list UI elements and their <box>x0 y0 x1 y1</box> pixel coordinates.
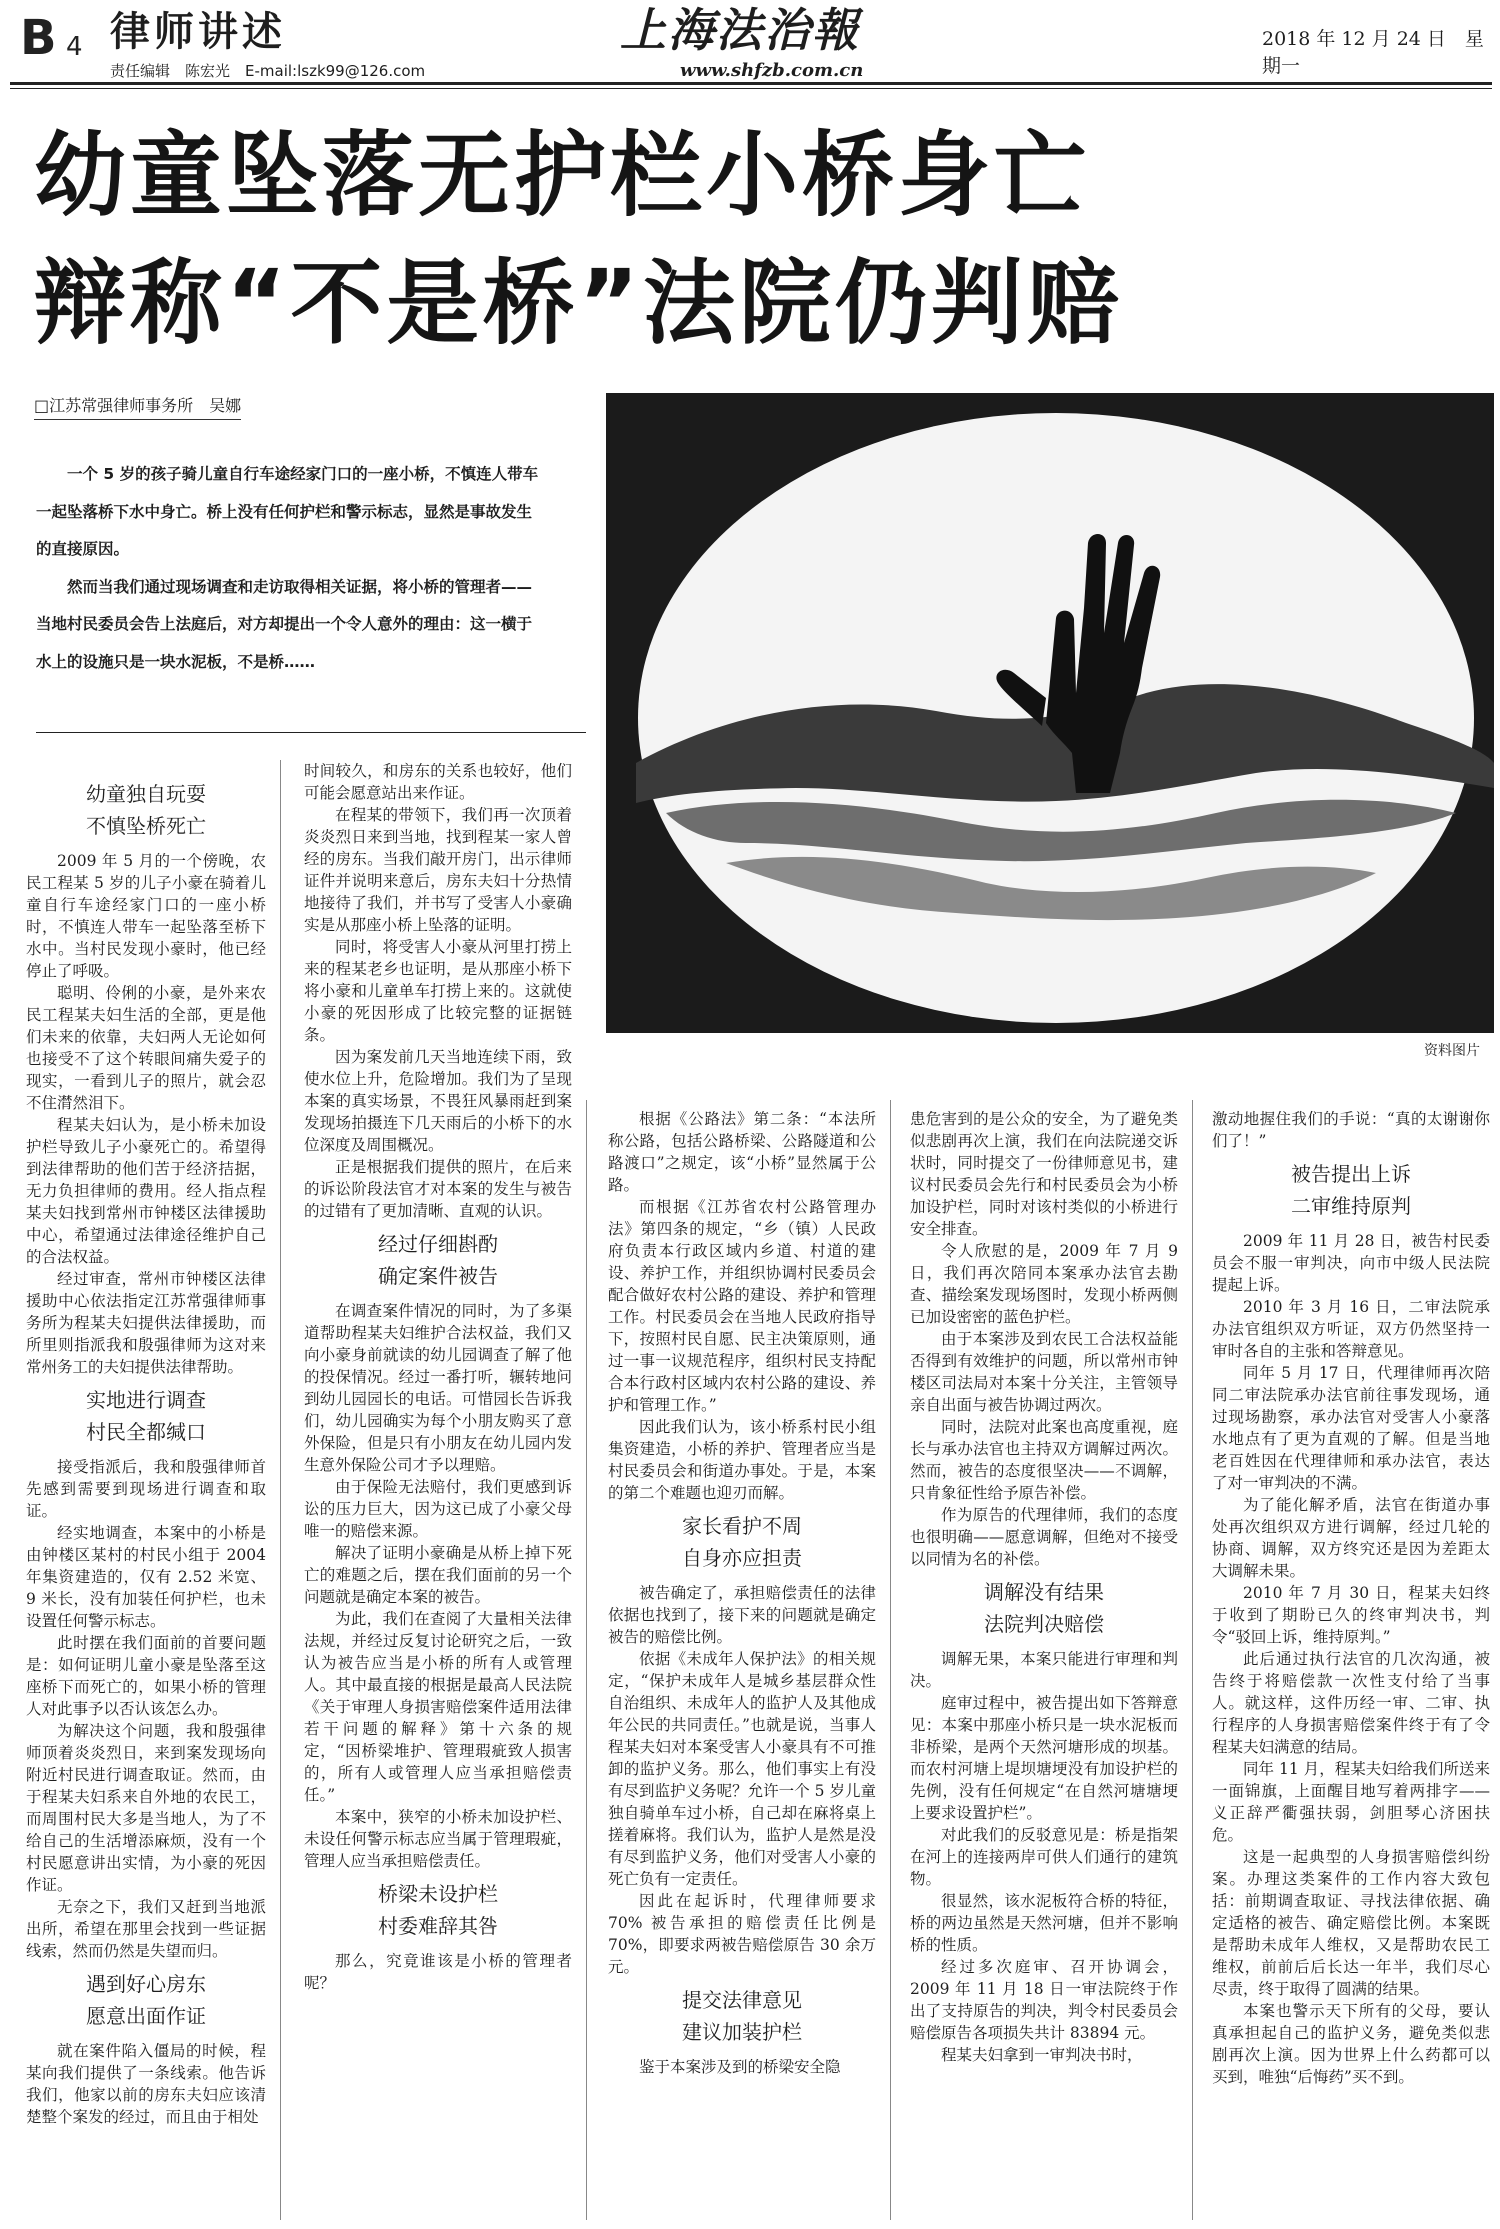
paragraph: 经过多次庭审、召开协调会，2009 年 11 月 18 日一审法院终于作出了支持原告的判决，判令村民委员会赔偿原告各项损失共计 83894 元。 <box>910 1958 1178 2042</box>
paragraph: 本案也警示天下所有的父母，要认真承担起自己的监护义务，避免类似悲剧再次上演。因为世界上什么药都可以买到，唯独“后悔药”买不到。 <box>1212 2002 1490 2086</box>
paragraph: 2010 年 7 月 30 日，程某夫妇终于收到了期盼已久的终审判决书，判令“驳回上诉，维持原判。” <box>1212 1584 1490 1646</box>
paragraph: 对此我们的反驳意见是：桥是指架在河上的连接两岸可供人们通行的建筑物。 <box>910 1826 1178 1888</box>
section-badge <box>10 10 86 66</box>
article-column-3 <box>608 1108 876 2078</box>
newspaper-website: www.shfzb.com.cn <box>680 60 864 81</box>
paragraph: 在调查案件情况的同时，为了多渠道帮助程某夫妇维护合法权益，我们又向小豪身前就读的幼儿园调查了解了他的投保情况。经过一番打听，辗转地问到幼儿园园长的电话。可惜园长告诉我们，幼儿园确实为每个小朋友购买了意外保险，但是只有小朋友在幼儿园内发生意外保险公司才予以理赔。 <box>304 1302 572 1474</box>
headline-line-1: 幼童坠落无护栏小桥身亡 <box>34 122 1091 229</box>
column-divider <box>586 1100 587 2220</box>
paragraph: 由于本案涉及到农民工合法权益能否得到有效维护的问题，所以常州市钟楼区司法局对本案十分关注，主管领导亲自出面与被告协调过两次。 <box>910 1330 1178 1414</box>
lead-paragraphs <box>36 456 546 681</box>
subheading: 实地进行调查 村民全都缄口 <box>86 1388 206 1444</box>
illustration-svg <box>606 393 1494 1033</box>
paragraph: 同时，将受害人小豪从河里打捞上来的程某老乡也证明，是从那座小桥下将小豪和儿童单车打捞上来的。这就使小豪的死因形成了比较完整的证据链条。 <box>304 938 572 1044</box>
column-divider <box>280 760 281 2220</box>
column-name: 律师讲述 <box>110 9 286 55</box>
subheading: 家长看护不周 自身亦应担责 <box>682 1514 802 1570</box>
article-column-5 <box>1212 1108 1490 2088</box>
header-rule-thick <box>10 82 1492 85</box>
paragraph: 由于保险无法赔付，我们更感到诉讼的压力巨大，因为这已成了小豪父母唯一的赔偿来源。 <box>304 1478 572 1540</box>
byline: □江苏常强律师事务所 吴娜 <box>34 393 241 420</box>
paragraph: 在程某的带领下，我们再一次顶着炎炎烈日来到当地，找到程某一家人曾经的房东。当我们敲开房门，出示律师证件并说明来意后，房东夫妇十分热情地接待了我们，并书写了受害人小豪确实是从那座小桥上坠落的证明。 <box>304 806 572 934</box>
paragraph: 聪明、伶俐的小豪，是外来农民工程某夫妇生活的全部，更是他们未来的依靠，夫妇两人无论如何也接受不了这个转眼间痛失爱子的现实，一看到儿子的照片，就会忍不住潸然泪下。 <box>26 984 266 1112</box>
paragraph: 鉴于本案涉及到的桥梁安全隐 <box>639 2058 841 2076</box>
paragraph: 因此在起诉时，代理律师要求 70% 被告承担的赔偿责任比例是 70%，即要求两被告赔偿原告 30 余万元。 <box>608 1892 876 1976</box>
lead-divider <box>36 732 586 733</box>
subheading: 遇到好心房东 愿意出面作证 <box>86 1972 206 2028</box>
subheading: 提交法律意见 建议加装护栏 <box>682 1988 802 2044</box>
section-letter: B <box>20 10 57 66</box>
paragraph: 被告确定了，承担赔偿责任的法律依据也找到了，接下来的问题就是确定被告的赔偿比例。 <box>608 1584 876 1646</box>
lead-paragraph: 然而当我们通过现场调查和走访取得相关证据，将小桥的管理者——当地村民委员会告上法庭后，对方却提出一个令人意外的理由：这一横于水上的设施只是一块水泥板，不是桥…… <box>36 577 533 671</box>
editor-line: 责任编辑 陈宏光 E-mail:lszk99@126.com <box>110 62 426 80</box>
column-divider <box>1192 1100 1193 2220</box>
drowning-hand-illustration <box>606 393 1494 1033</box>
paragraph: 本案中，狭窄的小桥未加设护栏、未设任何警示标志应当属于管理瑕疵，管理人应当承担赔偿责任。 <box>304 1808 572 1870</box>
paragraph: 2010 年 3 月 16 日，二审法院承办法官组织双方听证，双方仍然坚持一审时各自的主张和答辩意见。 <box>1212 1298 1490 1360</box>
paragraph: 经过审查，常州市钟楼区法律援助中心依法指定江苏常强律师事务所为程某夫妇提供法律援助，而所里则指派我和殷强律师为这对来常州务工的夫妇提供法律帮助。 <box>26 1270 266 1376</box>
header-rule-thin <box>10 88 1492 89</box>
paragraph: 庭审过程中，被告提出如下答辩意见：本案中那座小桥只是一块水泥板而非桥梁，是两个天然河塘形成的坝基。而农村河塘上堤坝塘埂没有加设护栏的先例，没有任何规定“在自然河塘塘埂上要求设置护栏”。 <box>910 1694 1178 1822</box>
paragraph: 为解决这个问题，我和殷强律师顶着炎炎烈日，来到案发现场向附近村民进行调查取证。然而，由于程某夫妇系来自外地的农民工，而周围村民大多是当地人，为了不给自己的生活增添麻烦，没有一个村民愿意讲出实情，为小豪的死因作证。 <box>26 1722 266 1894</box>
paragraph: 经实地调查，本案中的小桥是由钟楼区某村的村民小组于 2004 年集资建造的，仅有 2.52 米宽、9 米长，没有加装任何护栏，也未设置任何警示标志。 <box>26 1524 266 1630</box>
paragraph: 作为原告的代理律师，我们的态度也很明确——愿意调解，但绝对不接受以同情为名的补偿。 <box>910 1506 1178 1568</box>
paragraph: 无奈之下，我们又赶到当地派出所，希望在那里会找到一些证据线索，然而仍然是失望而归。 <box>26 1898 266 1960</box>
paragraph: 根据《公路法》第二条：“本法所称公路，包括公路桥梁、公路隧道和公路渡口”之规定，该“小桥”显然属于公路。 <box>608 1110 876 1194</box>
paragraph: 令人欣慰的是，2009 年 7 月 9 日，我们再次陪同本案承办法官去勘查、描绘案发现场图时，发现小桥两侧已加设密密的蓝色护栏。 <box>910 1242 1178 1326</box>
paragraph: 此后通过执行法官的几次沟通，被告终于将赔偿款一次性支付给了当事人。就这样，这件历经一审、二审、执行程序的人身损害赔偿案件终于有了令程某夫妇满意的结局。 <box>1212 1650 1490 1756</box>
paragraph: 同年 5 月 17 日，代理律师再次陪同二审法院承办法官前往事发现场，通过现场勘察，承办法官对受害人小豪落水地点有了更为直观的了解。但是当地老百姓因在代理律师和承办法官，表达了对一审判决的不满。 <box>1212 1364 1490 1492</box>
article-column-4 <box>910 1108 1178 2066</box>
paragraph: 这是一起典型的人身损害赔偿纠纷案。办理这类案件的工作内容大致包括：前期调查取证、寻找法律依据、确定适格的被告、确定赔偿比例。本案既是帮助未成年人维权，又是帮助农民工维权，前前后后长达一年半，我们尽心尽责，终于取得了圆满的结果。 <box>1212 1848 1490 1998</box>
subheading: 桥梁未设护栏 村委难辞其咎 <box>378 1882 498 1938</box>
paragraph: 同年 11 月，程某夫妇给我们所送来一面锦旗，上面醒目地写着两排字——义正辞严衢强扶弱，剑胆琴心济困扶危。 <box>1212 1760 1490 1844</box>
paragraph: 因此我们认为，该小桥系村民小组集资建造，小桥的养护、管理者应当是村民委员会和街道办事处。于是，本案的第二个难题也迎刃而解。 <box>608 1418 876 1502</box>
paragraph: 2009 年 11 月 28 日，被告村民委员会不服一审判决，向市中级人民法院提起上诉。 <box>1212 1232 1490 1294</box>
paragraph: 患危害到的是公众的安全，为了避免类似悲剧再次上演，我们在向法院递交诉状时，同时提交了一份律师意见书，建议村民委员会先行和村民委员会为小桥加设护栏，同时对该村类似的小桥进行安全排查。 <box>910 1110 1178 1238</box>
paragraph: 那么，究竟谁该是小桥的管理者呢？ <box>304 1952 572 1992</box>
paragraph: 接受指派后，我和殷强律师首先感到需要到现场进行调查和取证。 <box>26 1458 266 1520</box>
paragraph: 程某夫妇拿到一审判决书时， <box>941 2046 1143 2064</box>
paragraph: 此时摆在我们面前的首要问题是：如何证明儿童小豪是坠落至这座桥下而死亡的，如果小桥的管理人对此事予以否认该怎么办。 <box>26 1634 266 1718</box>
image-credit: 资料图片 <box>1424 1043 1480 1059</box>
subheading: 被告提出上诉 二审维持原判 <box>1291 1162 1411 1218</box>
subheading: 幼童独自玩耍 不慎坠桥死亡 <box>86 782 206 838</box>
paragraph: 程某夫妇认为，是小桥未加设护栏导致儿子小豪死亡的。希望得到法律帮助的他们苦于经济拮据，无力负担律师的费用。经人指点程某夫妇找到常州市钟楼区法律援助中心，希望通过法律途径维护自己的合法权益。 <box>26 1116 266 1266</box>
paragraph: 因为案发前几天当地连续下雨，致使水位上升，危险增加。我们为了呈现本案的真实场景，不畏狂风暴雨赶到案发现场拍摄连下几天雨后的小桥下的水位深度及周围概况。 <box>304 1048 572 1154</box>
paragraph: 同时，法院对此案也高度重视，庭长与承办法官也主持双方调解过两次。然而，被告的态度很坚决——不调解，只肯象征性给予原告补偿。 <box>910 1418 1178 1502</box>
column-divider <box>890 1100 891 2220</box>
paragraph: 2009 年 5 月的一个傍晚，农民工程某 5 岁的儿子小豪在骑着儿童自行车途经家门口的一座小桥时，不慎连人带车一起坠落至桥下水中。当村民发现小豪时，他已经停止了呼吸。 <box>26 852 266 980</box>
article-column-2 <box>304 760 572 1994</box>
article-column-1 <box>26 772 266 2128</box>
subheading: 经过仔细斟酌 确定案件被告 <box>378 1232 498 1288</box>
paragraph: 就在案件陷入僵局的时候，程某向我们提供了一条线索。他告诉我们，他家以前的房东夫妇应该清楚整个案发的经过，而且由于相处 <box>26 2042 266 2126</box>
paragraph: 依据《未成年人保护法》的相关规定，“保护未成年人是城乡基层群众性自治组织、未成年人的监护人及其他成年公民的共同责任。”也就是说，当事人程某夫妇对本案受害人小豪具有不可推卸的监护义务。那么，他们事实上有没有尽到监护义务呢？允许一个 5 岁儿童独自骑单车过小桥，自己却在麻将桌上搓着麻将。我们认为，监护人是然是没有尽到监护义务，他们对受害人小豪的死亡负有一定责任。 <box>608 1650 876 1888</box>
paragraph: 为了能化解矛盾，法官在街道办事处再次组织双方进行调解，经过几轮的协商、调解，双方终究还是因为差距太大调解未果。 <box>1212 1496 1490 1580</box>
headline-line-2: 辩称“不是桥”法院仍判赔 <box>34 250 1123 357</box>
lead-paragraph: 一个 5 岁的孩子骑儿童自行车途经家门口的一座小桥，不慎连人带车一起坠落桥下水中身亡。桥上没有任何护栏和警示标志，显然是事故发生的直接原因。 <box>36 465 539 558</box>
paragraph: 为此，我们在查阅了大量相关法律法规，并经过反复讨论研究之后，一致认为被告应当是小桥的所有人或管理人。其中最直接的根据是最高人民法院《关于审理人身损害赔偿案件适用法律若干问题的解释》第十六条的规定，“因桥梁堆护、管理瑕疵致人损害的，所有人或管理人应当承担赔偿责任。” <box>304 1610 572 1804</box>
newspaper-logo: 上海法治報 <box>620 3 860 57</box>
paragraph: 激动地握住我们的手说：“真的太谢谢你们了！” <box>1212 1110 1490 1150</box>
paragraph: 正是根据我们提供的照片，在后来的诉讼阶段法官才对本案的发生与被告的过错有了更加清晰、直观的认识。 <box>304 1158 572 1220</box>
paragraph: 很显然，该水泥板符合桥的特征，桥的两边虽然是天然河塘，但并不影响桥的性质。 <box>910 1892 1178 1954</box>
paragraph: 解决了证明小豪确是从桥上掉下死亡的难题之后，摆在我们面前的另一个问题就是确定本案的被告。 <box>304 1544 572 1606</box>
issue-date: 2018 年 12 月 24 日 星期一 <box>1262 28 1484 77</box>
paragraph: 时间较久，和房东的关系也较好，他们可能会愿意站出来作证。 <box>304 762 572 802</box>
subheading: 调解没有结果 法院判决赔偿 <box>984 1580 1104 1636</box>
paragraph: 调解无果，本案只能进行审理和判决。 <box>910 1650 1178 1690</box>
section-number: 4 <box>66 32 83 62</box>
paragraph: 而根据《江苏省农村公路管理办法》第四条的规定，“乡（镇）人民政府负责本行政区域内乡道、村道的建设、养护工作，并组织协调村民委员会配合做好农村公路的建设、养护和管理工作。村民委员会在当地人民政府指导下，按照村民自愿、民主决策原则，通过一事一议规范程序，组织村民支持配合本行政村区域内农村公路的建设、养护和管理工作。” <box>608 1198 876 1414</box>
